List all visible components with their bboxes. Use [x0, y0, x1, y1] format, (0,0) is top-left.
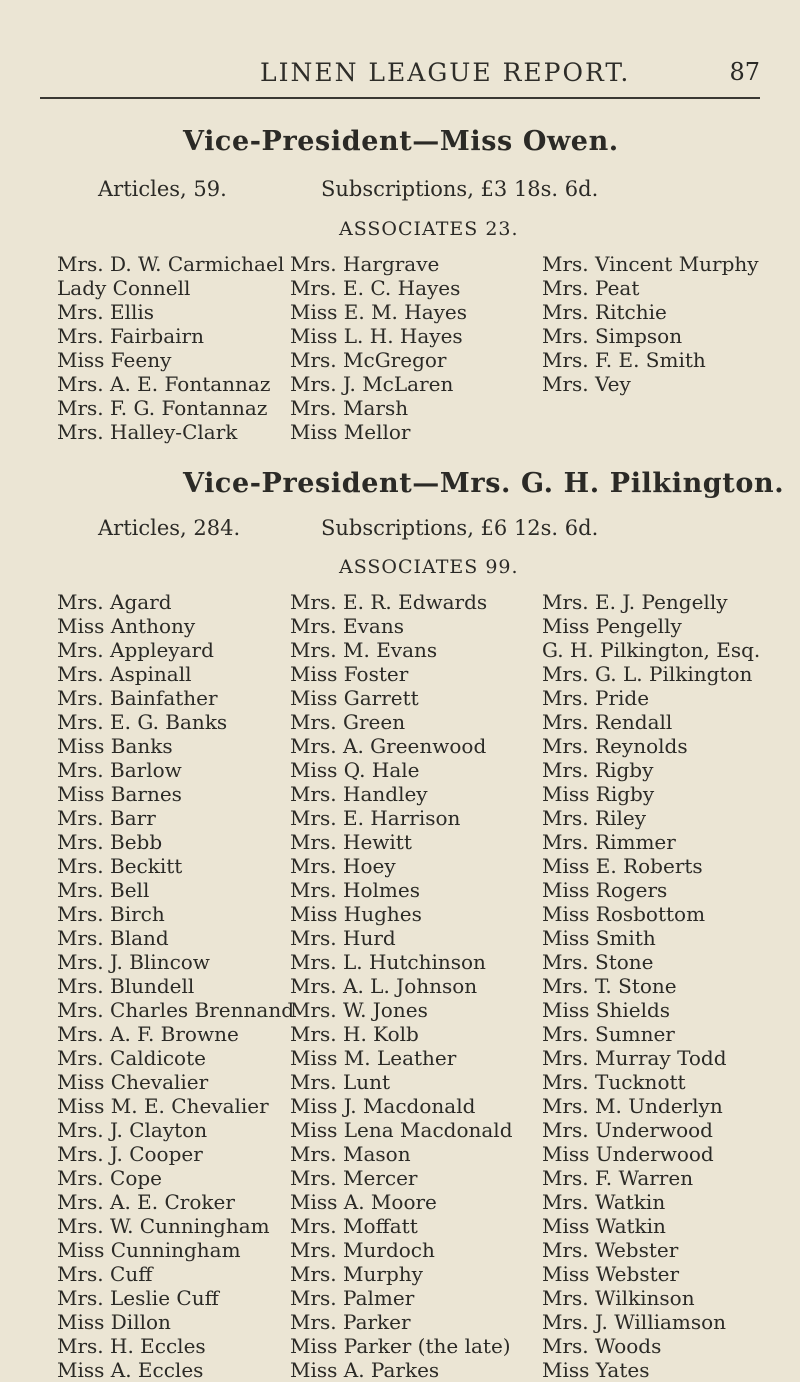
names-column-1	[57, 590, 294, 1382]
member-name: Mrs. Marsh	[290, 396, 409, 420]
member-name: Mrs. W. Cunningham	[57, 1214, 270, 1238]
member-name: Mrs. L. Hutchinson	[290, 950, 486, 974]
member-name: Mrs. Vincent Murphy	[542, 252, 759, 276]
member-name: Mrs. F. E. Smith	[542, 348, 706, 372]
member-name: Mrs. Cope	[57, 1166, 162, 1190]
member-name: Mrs. Murphy	[290, 1262, 423, 1286]
member-name: Mrs. J. Clayton	[57, 1118, 208, 1142]
member-name: Mrs. G. L. Pilkington	[542, 662, 753, 686]
member-name: Mrs. Bell	[57, 878, 150, 902]
member-name: Mrs. Stone	[542, 950, 654, 974]
member-name: Mrs. D. W. Carmichael	[57, 252, 285, 276]
member-name: Mrs. A. F. Browne	[57, 1022, 239, 1046]
member-name: Mrs. Moffatt	[290, 1214, 418, 1238]
member-name: Mrs. Cuff	[57, 1262, 153, 1286]
member-name: Mrs. Tucknott	[542, 1070, 686, 1094]
names-column-1	[57, 252, 284, 444]
member-name: Mrs. H. Kolb	[290, 1022, 419, 1046]
member-name: Mrs. Mason	[290, 1142, 411, 1166]
member-name: Miss Webster	[542, 1262, 680, 1286]
member-name: Mrs. Halley-Clark	[57, 420, 238, 444]
articles-count: Articles, 59.	[98, 177, 227, 201]
member-name: Mrs. Agard	[57, 590, 172, 614]
member-name: Miss Rogers	[542, 878, 668, 902]
member-name: Mrs. F. G. Fontannaz	[57, 396, 268, 420]
member-name: Miss Feeny	[57, 348, 172, 372]
member-name: Mrs. E. R. Edwards	[290, 590, 488, 614]
member-name: Mrs. J. McLaren	[290, 372, 454, 396]
member-name: Miss Dillon	[57, 1310, 171, 1334]
member-name: Mrs. Pride	[542, 686, 650, 710]
member-name: Miss Yates	[542, 1358, 650, 1382]
member-name: Mrs. Lunt	[290, 1070, 391, 1094]
member-name: Mrs. A. Greenwood	[290, 734, 487, 758]
member-name: Miss Banks	[57, 734, 173, 758]
member-name: Mrs. A. E. Fontannaz	[57, 372, 271, 396]
member-name: Mrs. Bland	[57, 926, 169, 950]
member-name: Mrs. W. Jones	[290, 998, 428, 1022]
member-name: Miss Shields	[542, 998, 671, 1022]
member-name: Mrs. Rigby	[542, 758, 654, 782]
member-name: Miss A. Moore	[290, 1190, 437, 1214]
member-name: Mrs. F. Warren	[542, 1166, 694, 1190]
member-name: Mrs. E. C. Hayes	[290, 276, 461, 300]
member-name: Mrs. Hoey	[290, 854, 396, 878]
member-name: Miss E. M. Hayes	[290, 300, 468, 324]
member-name: Miss Chevalier	[57, 1070, 209, 1094]
member-name: Miss Barnes	[57, 782, 182, 806]
member-name: Mrs. Woods	[542, 1334, 662, 1358]
member-name: Miss Rigby	[542, 782, 655, 806]
member-name: Mrs. E. Harrison	[290, 806, 461, 830]
member-name: Mrs. T. Stone	[542, 974, 677, 998]
member-name: Mrs. Watkin	[542, 1190, 666, 1214]
associates-count: ASSOCIATES 23.	[339, 218, 519, 240]
member-name: Mrs. Palmer	[290, 1286, 415, 1310]
member-name: Mrs. J. Cooper	[57, 1142, 203, 1166]
member-name: Miss Foster	[290, 662, 409, 686]
member-name: Mrs. McGregor	[290, 348, 447, 372]
member-name: Miss Cunningham	[57, 1238, 241, 1262]
subscriptions-total: Subscriptions, £6 12s. 6d.	[321, 516, 599, 540]
member-name: Mrs. J. Williamson	[542, 1310, 727, 1334]
member-name: Miss Mellor	[290, 420, 411, 444]
member-name: Mrs. Vey	[542, 372, 631, 396]
member-name: Mrs. Hurd	[290, 926, 396, 950]
page-number: 87	[729, 58, 760, 86]
names-column-2	[290, 590, 513, 1382]
member-name: Mrs. Wilkinson	[542, 1286, 695, 1310]
member-name: G. H. Pilkington, Esq.	[542, 638, 761, 662]
member-name: Miss Hughes	[290, 902, 422, 926]
member-name: Mrs. Rendall	[542, 710, 673, 734]
member-name: Mrs. Holmes	[290, 878, 420, 902]
member-name: Miss Q. Hale	[290, 758, 420, 782]
member-name: Mrs. E. G. Banks	[57, 710, 228, 734]
member-name: Lady Connell	[57, 276, 191, 300]
member-name: Mrs. Green	[290, 710, 406, 734]
member-name: Miss M. E. Chevalier	[57, 1094, 269, 1118]
names-column-3	[542, 252, 759, 396]
member-name: Mrs. Appleyard	[57, 638, 214, 662]
member-name: Miss Rosbottom	[542, 902, 706, 926]
running-title: LINEN LEAGUE REPORT.	[260, 58, 631, 87]
member-name: Mrs. Reynolds	[542, 734, 688, 758]
member-name: Mrs. Barr	[57, 806, 156, 830]
member-name: Mrs. H. Eccles	[57, 1334, 206, 1358]
member-name: Miss Garrett	[290, 686, 419, 710]
member-name: Mrs. Parker	[290, 1310, 411, 1334]
member-name: Mrs. Murray Todd	[542, 1046, 727, 1070]
vice-president-heading: Vice-President—Mrs. G. H. Pilkington.	[183, 468, 785, 499]
member-name: Mrs. Birch	[57, 902, 165, 926]
member-name: Mrs. Bebb	[57, 830, 163, 854]
member-name: Miss Smith	[542, 926, 656, 950]
member-name: Mrs. Ellis	[57, 300, 155, 324]
member-name: Mrs. Caldicote	[57, 1046, 206, 1070]
member-name: Miss Lena Macdonald	[290, 1118, 513, 1142]
member-name: Mrs. Bainfather	[57, 686, 218, 710]
member-name: Mrs. Leslie Cuff	[57, 1286, 219, 1310]
member-name: Miss J. Macdonald	[290, 1094, 476, 1118]
member-name: Mrs. Beckitt	[57, 854, 183, 878]
member-name: Miss E. Roberts	[542, 854, 703, 878]
member-name: Mrs. Murdoch	[290, 1238, 435, 1262]
member-name: Miss Pengelly	[542, 614, 682, 638]
names-column-3	[542, 590, 760, 1382]
member-name: Miss M. Leather	[290, 1046, 457, 1070]
member-name: Miss A. Parkes	[290, 1358, 440, 1382]
member-name: Miss Anthony	[57, 614, 196, 638]
member-name: Mrs. Peat	[542, 276, 640, 300]
member-name: Miss L. H. Hayes	[290, 324, 463, 348]
member-name: Mrs. Sumner	[542, 1022, 675, 1046]
member-name: Miss A. Eccles	[57, 1358, 204, 1382]
member-name: Mrs. Riley	[542, 806, 647, 830]
member-name: Mrs. Evans	[290, 614, 404, 638]
member-name: Mrs. A. L. Johnson	[290, 974, 478, 998]
page-header	[260, 58, 760, 88]
subscriptions-total: Subscriptions, £3 18s. 6d.	[321, 177, 599, 201]
member-name: Mrs. A. E. Croker	[57, 1190, 235, 1214]
member-name: Mrs. Handley	[290, 782, 428, 806]
member-name: Mrs. M. Underlyn	[542, 1094, 723, 1118]
member-name: Mrs. Mercer	[290, 1166, 418, 1190]
member-name: Mrs. M. Evans	[290, 638, 438, 662]
member-name: Mrs. Ritchie	[542, 300, 667, 324]
vice-president-heading: Vice-President—Miss Owen.	[183, 126, 619, 157]
member-name: Miss Watkin	[542, 1214, 666, 1238]
member-name: Mrs. Barlow	[57, 758, 182, 782]
member-name: Mrs. Blundell	[57, 974, 195, 998]
associates-count: ASSOCIATES 99.	[339, 556, 519, 578]
member-name: Mrs. Aspinall	[57, 662, 192, 686]
member-name: Mrs. Hargrave	[290, 252, 440, 276]
member-name: Mrs. Rimmer	[542, 830, 676, 854]
names-column-2	[290, 252, 467, 444]
member-name: Mrs. Webster	[542, 1238, 679, 1262]
member-name: Mrs. Hewitt	[290, 830, 412, 854]
member-name: Mrs. Simpson	[542, 324, 683, 348]
member-name: Mrs. J. Blincow	[57, 950, 210, 974]
member-name: Mrs. Underwood	[542, 1118, 713, 1142]
header-rule	[40, 97, 760, 99]
member-name: Miss Parker (the late)	[290, 1334, 511, 1358]
articles-count: Articles, 284.	[98, 516, 241, 540]
member-name: Mrs. Fairbairn	[57, 324, 204, 348]
member-name: Mrs. Charles Brennand	[57, 998, 295, 1022]
member-name: Mrs. E. J. Pengelly	[542, 590, 728, 614]
member-name: Miss Underwood	[542, 1142, 714, 1166]
